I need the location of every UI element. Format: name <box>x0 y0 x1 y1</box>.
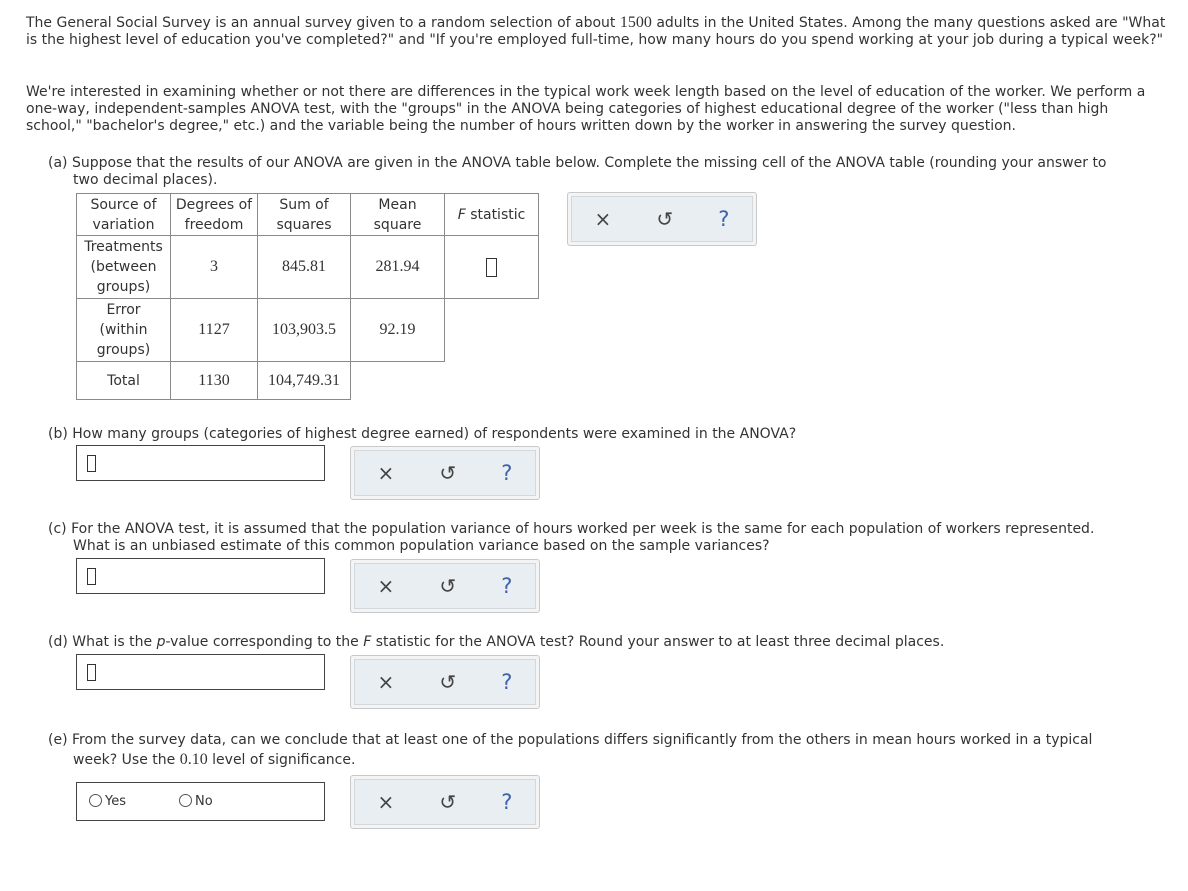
answer-d-input[interactable] <box>76 654 325 690</box>
radio-yes-circle[interactable] <box>89 794 102 807</box>
help-icon[interactable]: ? <box>501 574 513 598</box>
radio-no[interactable] <box>179 794 213 809</box>
radio-no-circle[interactable] <box>179 794 192 807</box>
clear-icon[interactable]: × <box>377 461 395 485</box>
row-label-treatments: Treatments (between groups) <box>77 236 171 299</box>
answer-d-value[interactable] <box>87 664 96 681</box>
radio-no-label: No <box>195 794 213 809</box>
empty-cell <box>445 362 539 400</box>
empty-cell <box>351 362 445 400</box>
question-c-line2: What is an unbiased estimate of this common population variance based on the sample variances? <box>73 538 770 554</box>
treatments-ms: 281.94 <box>351 236 445 299</box>
treatments-ss: 845.81 <box>258 236 351 299</box>
error-ss: 103,903.5 <box>258 299 351 362</box>
row-label-error: Error (within groups) <box>77 299 171 362</box>
row-label-total: Total <box>77 362 171 400</box>
toolbar-d <box>350 655 540 709</box>
table-row-total <box>77 362 539 400</box>
table-row-treatments <box>77 236 539 299</box>
toolbar-c-inner <box>354 563 536 609</box>
empty-cell <box>445 299 539 362</box>
question-c <box>48 521 1148 555</box>
help-icon[interactable]: ? <box>501 790 513 814</box>
intro-paragraph-1 <box>26 14 1166 49</box>
header-df: Degrees of freedom <box>171 194 258 236</box>
total-df: 1130 <box>171 362 258 400</box>
answer-c-input[interactable] <box>76 558 325 594</box>
toolbar-b <box>350 446 540 500</box>
clear-icon[interactable]: × <box>594 207 612 231</box>
f-statistic-input[interactable] <box>486 258 497 277</box>
intro-paragraph-2: We're interested in examining whether or not there are differences in the typical work week length based on the level of education of the worker. We perform a one-way, independent-samples ANOVA test, with the "groups" in the ANOVA being categories of highest educational degree of the worker ("less than high school," "bachelor's degree," etc.) and the variable being the number of hours written down by the worker in answering the survey question. <box>26 84 1146 134</box>
radio-yes-label: Yes <box>105 794 126 809</box>
anova-table <box>76 193 539 400</box>
answer-b-value[interactable] <box>87 455 96 472</box>
toolbar-e <box>350 775 540 829</box>
question-d: (d) What is the p-value corresponding to the F statistic for the ANOVA test? Round your answer to at least three decimal places. <box>48 634 945 650</box>
clear-icon[interactable]: × <box>377 574 395 598</box>
question-c-line1: (c) For the ANOVA test, it is assumed that the population variance of hours worked per week is the same for each population of workers represented. <box>48 521 1095 537</box>
error-df: 1127 <box>171 299 258 362</box>
header-ss: Sum of squares <box>258 194 351 236</box>
intro-text: The General Social Survey is an annual survey given to a random selection of about <box>26 15 620 31</box>
question-e <box>48 730 1148 770</box>
undo-icon[interactable]: ↺ <box>439 670 457 694</box>
treatments-df: 3 <box>171 236 258 299</box>
toolbar-e-inner <box>354 779 536 825</box>
sample-size: 1500 <box>619 14 652 31</box>
help-icon[interactable]: ? <box>501 461 513 485</box>
clear-icon[interactable]: × <box>377 790 395 814</box>
total-ss: 104,749.31 <box>258 362 351 400</box>
table-row-error <box>77 299 539 362</box>
toolbar-c <box>350 559 540 613</box>
question-b: (b) How many groups (categories of highest degree earned) of respondents were examined in the ANOVA? <box>48 426 797 442</box>
header-source: Source of variation <box>77 194 171 236</box>
f-statistic-cell[interactable] <box>445 236 539 299</box>
undo-icon[interactable]: ↺ <box>439 461 457 485</box>
question-a <box>48 155 1148 189</box>
help-icon[interactable]: ? <box>501 670 513 694</box>
help-icon[interactable]: ? <box>718 207 730 231</box>
undo-icon[interactable]: ↺ <box>439 790 457 814</box>
question-a-line1: (a) Suppose that the results of our ANOVA are given in the ANOVA table below. Complete the missing cell of the ANOVA table (rounding your answer to <box>48 155 1107 171</box>
table-header-row <box>77 194 539 236</box>
toolbar-b-inner <box>354 450 536 496</box>
header-ms: Mean square <box>351 194 445 236</box>
header-f: F statistic <box>445 194 539 236</box>
undo-icon[interactable]: ↺ <box>656 207 674 231</box>
error-ms: 92.19 <box>351 299 445 362</box>
toolbar-d-inner <box>354 659 536 705</box>
intro-text: adults in the United States. Among the many questions asked are "What is the highest level of education you've completed?" and "If you're employed full-time, how many hours do you spend working at your job during a typical week?" <box>26 15 1166 48</box>
question-e-line1: (e) From the survey data, can we conclude that at least one of the populations differs significantly from the others in mean hours worked in a typical <box>48 732 1093 748</box>
answer-b-input[interactable] <box>76 445 325 481</box>
question-e-line2: week? Use the 0.10 level of significance. <box>73 751 356 768</box>
toolbar-a <box>567 192 757 246</box>
answer-c-value[interactable] <box>87 568 96 585</box>
question-a-line2: two decimal places). <box>73 172 218 188</box>
significance-level: 0.10 <box>179 751 208 768</box>
undo-icon[interactable]: ↺ <box>439 574 457 598</box>
toolbar-a-inner <box>571 196 753 242</box>
clear-icon[interactable]: × <box>377 670 395 694</box>
radio-yes[interactable] <box>89 794 126 809</box>
